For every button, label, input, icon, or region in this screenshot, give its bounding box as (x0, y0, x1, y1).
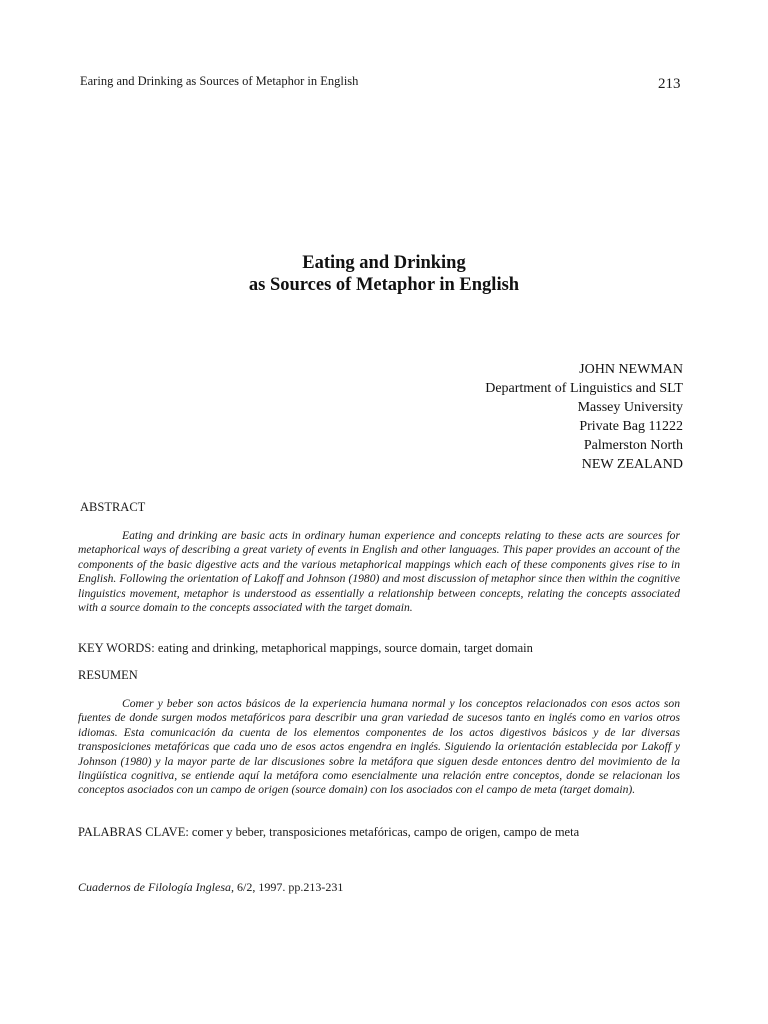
journal-citation (78, 880, 343, 895)
paper-title (0, 252, 768, 296)
running-head: Earing and Drinking as Sources of Metaphor in English (80, 74, 359, 88)
author-city: Palmerston North (583, 438, 683, 453)
key-words: KEY WORDS: eating and drinking, metaphorical mappings, source domain, target domain (78, 641, 533, 655)
resumen-heading: RESUMEN (78, 668, 138, 682)
author-name: JOHN NEWMAN (579, 362, 683, 377)
page-number: 213 (658, 76, 681, 92)
author-country: NEW ZEALAND (581, 457, 683, 472)
resumen-body: Comer y beber son actos básicos de la experiencia humana normal y los conceptos relacionados con esos actos son fuentes de donde surgen modos metafóricos para describir una gran variedad de sucesos tanto en inglés como en varios otros idiomas. Esta comunicación da cuenta de los elementos componentes de los actos digestivos básicos y de lar diversas transposiciones metafóricas que cada uno de esos actos engendra en inglés. Siguiendo la orientación establecida por Lakoff y Johnson (1980) y la mayor parte de lar discusiones sobre la metáfora que siguen desde entonces dentro del movimiento de la lingüística cognitiva, se entiende aquí la metáfora como esencialmente una relación entre conceptos, donde se relacionan los conceptos asociados con un campo de origen (source domain) con los asociados con el campo de meta (target domain). (78, 697, 680, 797)
journal-name: Cuadernos de Filología Inglesa, (78, 880, 234, 894)
palabras-clave: PALABRAS CLAVE: comer y beber, transposiciones metafóricas, campo de origen, campo de meta (78, 825, 580, 839)
author-address: Private Bag 11222 (579, 419, 683, 434)
author-affiliation (440, 360, 683, 474)
abstract-heading: ABSTRACT (80, 500, 146, 514)
title-line-1: Eating and Drinking (302, 253, 466, 273)
author-department: Department of Linguistics and SLT (485, 381, 683, 396)
citation-details: 6/2, 1997. pp.213-231 (234, 880, 344, 894)
title-line-2: as Sources of Metaphor in English (248, 275, 520, 295)
author-university: Massey University (577, 400, 683, 415)
abstract-body: Eating and drinking are basic acts in ordinary human experience and concepts relating to these acts are sources for metaphorical ways of describing a great variety of events in English and other languages. This paper provides an account of the components of the basic digestive acts and the various metaphorical mappings which each of these components gives rise to in English. Following the orientation of Lakoff and Johnson (1980) and most discussion of metaphor since then within the cognitive linguistics movement, metaphor is understood as essentially a relationship between concepts, relating the concepts associated with a source domain to the concepts associated with the target domain. (78, 529, 680, 615)
